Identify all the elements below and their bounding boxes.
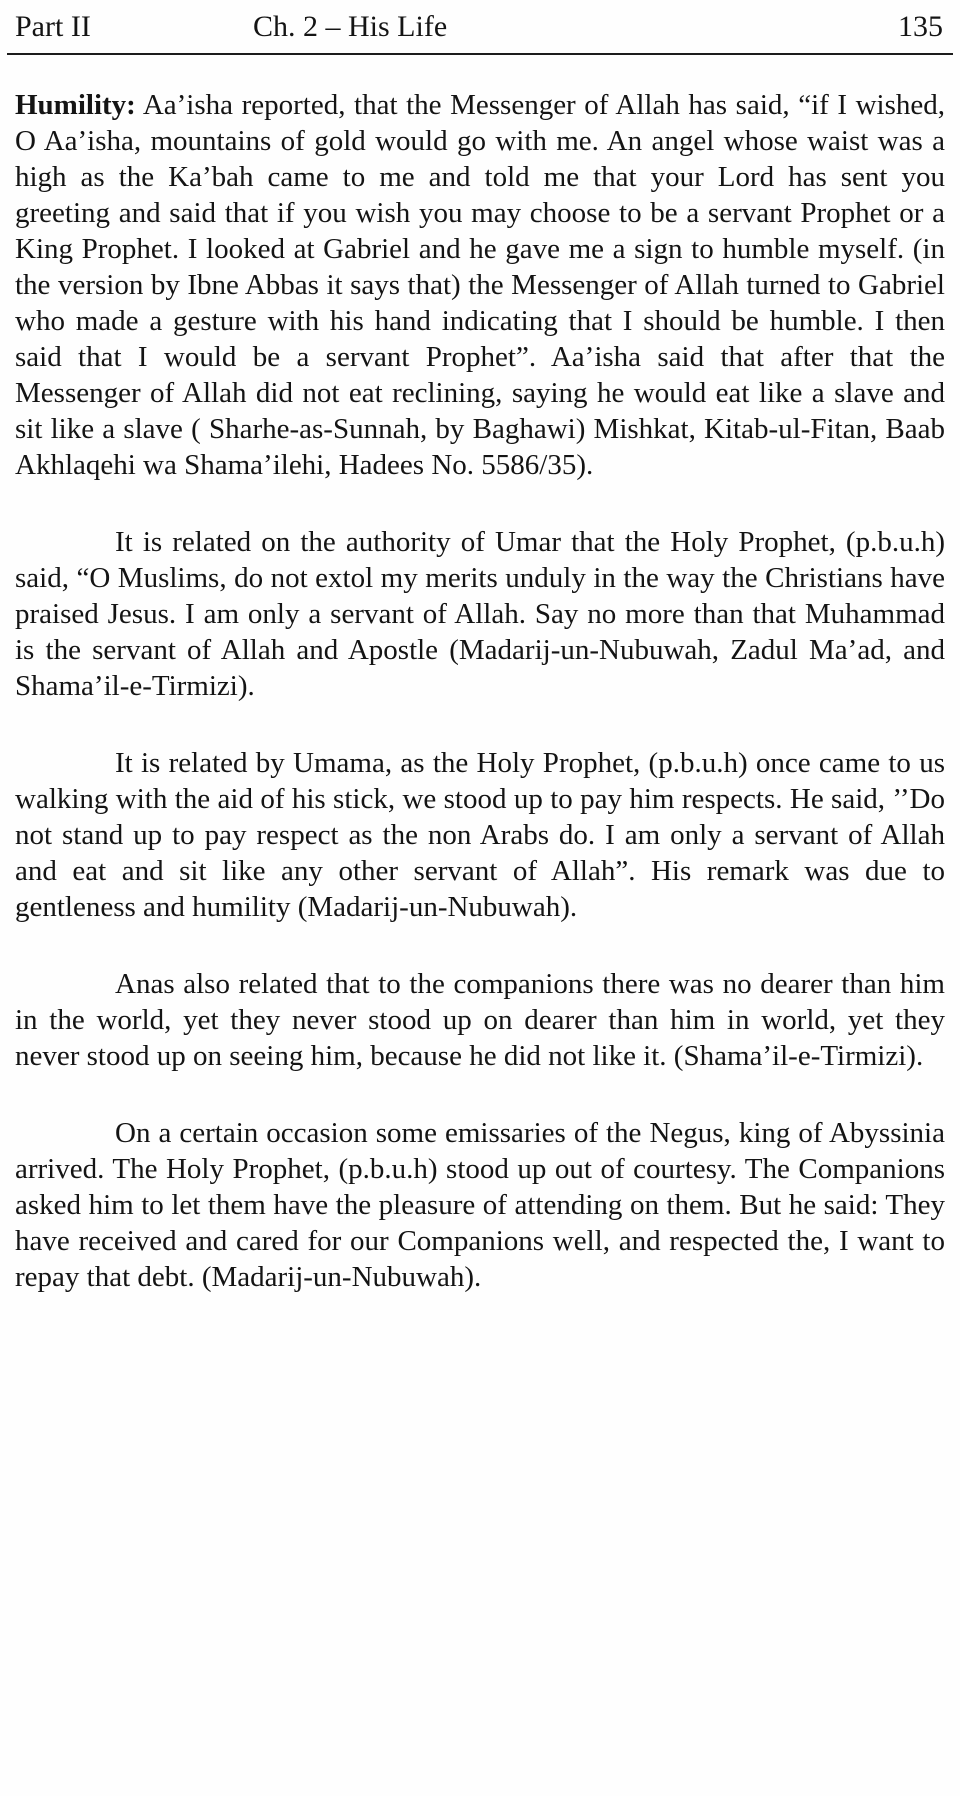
paragraph-anas: Anas also related that to the companions there was no dearer than him in the world, yet they never stood up on dearer than him in world, yet they never stood up on seeing him, because he did not like it. (Shama’il-e-Tirmizi). (15, 968, 945, 1072)
page-number: 135 (898, 10, 943, 43)
page-header (15, 8, 945, 50)
paragraph-lead-humility: Humility: (15, 89, 136, 121)
paragraph-umar: It is related on the authority of Umar that the Holy Prophet, (p.b.u.h) said, “O Muslims, do not extol my merits unduly in the way the Christians have praised Jesus. I am only a servant of Allah. Say no more than that Muhammad is the servant of Allah and Apostle (Madarij-un-Nubuwah, Zadul Ma’ad, and Shama’il-e-Tirmizi). (15, 526, 945, 702)
header-divider (7, 53, 953, 55)
paragraph-umama: It is related by Umama, as the Holy Prophet, (p.b.u.h) once came to us walking with the aid of his stick, we stood up to pay him respects. He said, ’’Do not stand up to pay respect as the non Arabs do. I am only a servant of Allah and eat and sit like any other servant of Allah”. His remark was due to gentleness and humility (Madarij-un-Nubuwah). (15, 747, 945, 923)
page-body (15, 87, 945, 1295)
paragraph-text-humility: Aa’isha reported, that the Messenger of Allah has said, “if I wished, O Aa’isha, mountains of gold would go with me. An angel whose waist was a high as the Ka’bah came to me and told me that your Lord has sent you greeting and said that if you wish you may choose to be a servant Prophet or a King Prophet. I looked at Gabriel and he gave me a sign to humble myself. (in the version by Ibne Abbas it says that) the Messenger of Allah turned to Gabriel who made a gesture with his hand indicating that I should be humble. I then said that I would be a servant Prophet”. Aa’isha said that after that the Messenger of Allah did not eat reclining, saying he would eat like a slave and sit like a slave ( Sharhe-as-Sunnah, by Baghawi) Mishkat, Kitab-ul-Fitan, Baab Akhlaqehi wa Shama’ilehi, Hadees No. 5586/35). (15, 89, 945, 481)
paragraph-negus: On a certain occasion some emissaries of the Negus, king of Abyssinia arrived. The Holy Prophet, (p.b.u.h) stood up out of courtesy. The Companions asked him to let them have the pleasure of attending on them. But he said: They have received and cared for our Companions well, and respected the, I want to repay that debt. (Madarij-un-Nubuwah). (15, 1117, 945, 1293)
part-label: Part II (15, 10, 91, 43)
paragraph-humility (15, 87, 945, 483)
chapter-title: Ch. 2 – His Life (253, 10, 448, 43)
